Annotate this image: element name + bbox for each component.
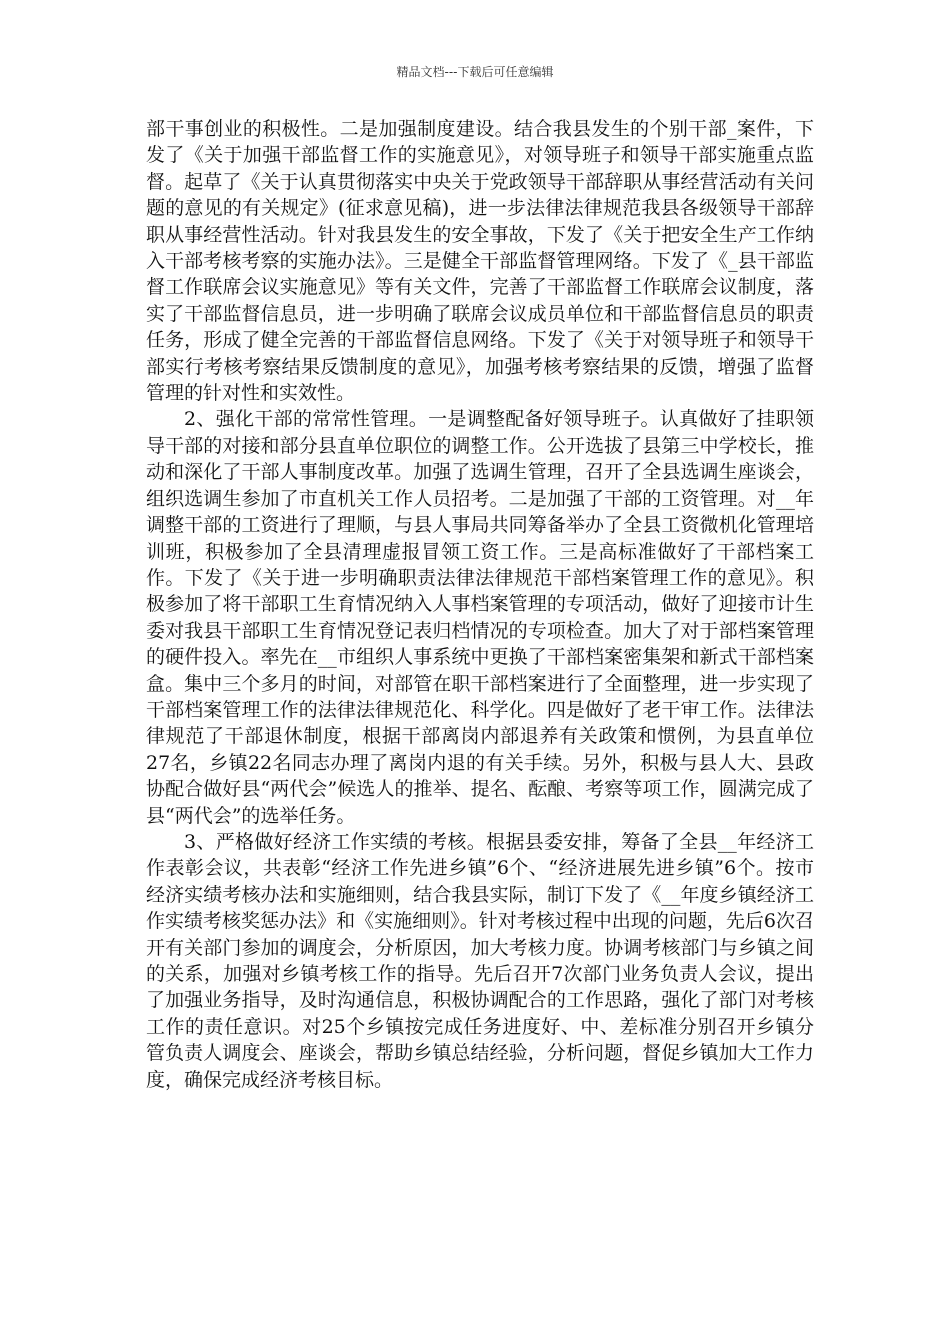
- paragraph-section-3: 3、严格做好经济工作实绩的考核。根据县委安排，筹备了全县__年经济工作表彰会议，共表彰“经济工作先进乡镇”6个、“经济进展先进乡镇”6个。按市经济实绩考核办法和实施细则，结合我县实际，制订下发了《__年度乡镇经济工作实绩考核奖惩办法》和《实施细则》。针对考核过程中出现的问题，先后6次召开有关部门参加的调度会，分析原因，加大考核力度。协调考核部门与乡镇之间的关系，加强对乡镇考核工作的指导。先后召开7次部门业务负责人会议，提出了加强业务指导，及时沟通信息，积极协调配合的工作思路，强化了部门对考核工作的责任意识。对25个乡镇按完成任务进度好、中、差标准分别召开乡镇分管负责人调度会、座谈会，帮助乡镇总结经验，分析问题，督促乡镇加大工作力度，确保完成经济考核目标。: [146, 830, 814, 1091]
- paragraph-continued: 部干事创业的积极性。二是加强制度建设。结合我县发生的个别干部_案件，下发了《关于加强干部监督工作的实施意见》，对领导班子和领导干部实施重点监督。起草了《关于认真贯彻落实中央关于党政领导干部辞职从事经营活动有关问题的意见的有关规定》(征求意见稿)，进一步法律法律规范我县各级领导干部辞职从事经营性活动。针对我县发生的安全事故，下发了《关于把安全生产工作纳入干部考核考察的实施办法》。三是健全干部监督管理网络。下发了《_县干部监督工作联席会议实施意见》等有关文件，完善了干部监督工作联席会议制度，落实了干部监督信息员，进一步明确了联席会议成员单位和干部监督信息员的职责任务，形成了健全完善的干部监督信息网络。下发了《关于对领导班子和领导干部实行考核考察结果反馈制度的意见》，加强考核考察结果的反馈，增强了监督管理的针对性和实效性。: [146, 118, 814, 405]
- document-body: [146, 116, 814, 1093]
- paragraph-section-2: 2、强化干部的常常性管理。一是调整配备好领导班子。认真做好了挂职领导干部的对接和部分县直单位职位的调整工作。公开选拔了县第三中学校长，推动和深化了干部人事制度改革。加强了选调生管理，召开了全县选调生座谈会，组织选调生参加了市直机关工作人员招考。二是加强了干部的工资管理。对__年调整干部的工资进行了理顺，与县人事局共同筹备举办了全县工资微机化管理培训班，积极参加了全县清理虚报冒领工资工作。三是高标准做好了干部档案工作。下发了《关于进一步明确职责法律法律规范干部档案管理工作的意见》。积极参加了将干部职工生育情况纳入人事档案管理的专项活动，做好了迎接市计生委对我县干部职工生育情况登记表归档情况的专项检查。加大了对于部档案管理的硬件投入。率先在__市组织人事系统中更换了干部档案密集架和新式干部档案盒。集中三个多月的时间，对部管在职干部档案进行了全面整理，进一步实现了干部档案管理工作的法律法律规范化、科学化。四是做好了老干审工作。法律法律规范了干部退休制度，根据干部离岗内部退养有关政策和惯例，为县直单位27名，乡镇22名同志办理了离岗内退的有关手续。另外，积极与县人大、县政协配合做好县“两代会”候选人的推举、提名、酝酿、考察等项工作，圆满完成了县“两代会”的选举任务。: [146, 408, 814, 827]
- page-header: 精品文档---下载后可任意编辑: [396, 65, 554, 79]
